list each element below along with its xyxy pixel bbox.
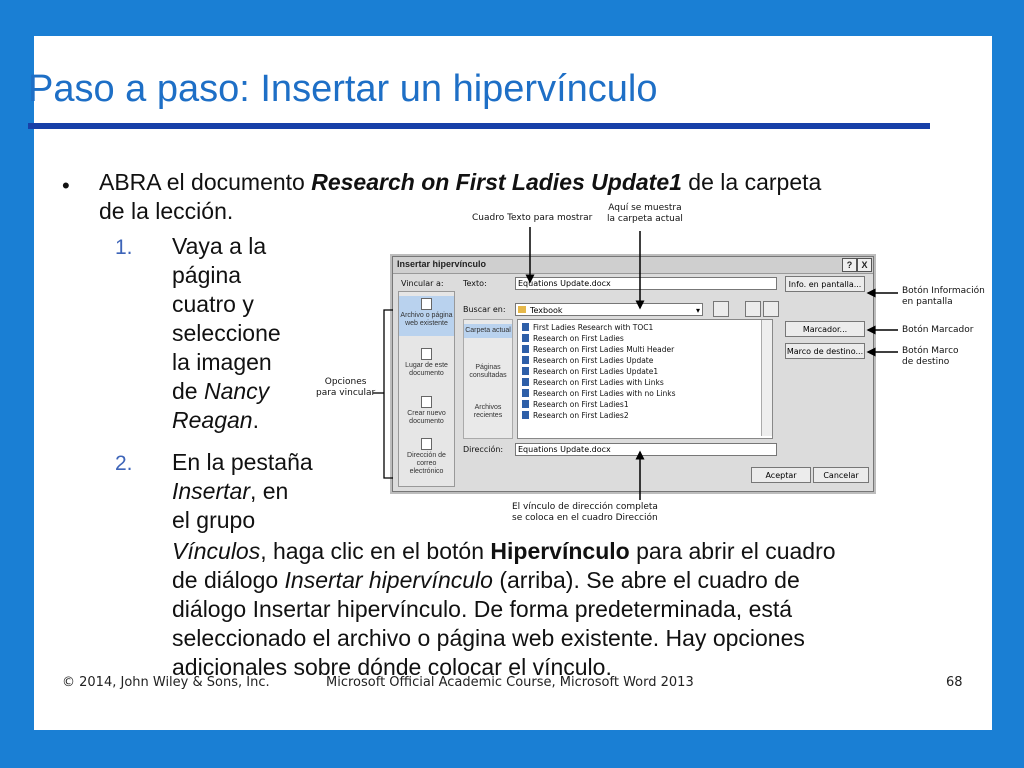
annotation-line: para vincular — [316, 388, 376, 398]
tab-browsed-pages[interactable]: Páginas consultadas — [469, 364, 507, 379]
file-name: Research on First Ladies Multi Header — [533, 345, 675, 354]
sidebar-item-label: Lugar de este documento — [405, 362, 448, 377]
address-label: Dirección: — [463, 445, 504, 454]
bookmark-button[interactable]: Marcador... — [785, 321, 865, 337]
cancel-button[interactable]: Cancelar — [813, 467, 869, 483]
step1-line: seleccione — [172, 320, 281, 346]
step2-line2-italic: Insertar — [172, 478, 250, 504]
step2-line5-pre: de diálogo — [172, 567, 285, 593]
step1-line: página — [172, 262, 242, 288]
annotation-line: de destino — [902, 357, 950, 367]
look-in-value: Texbook — [530, 306, 563, 315]
step1-line: la imagen — [172, 349, 272, 375]
screentip-button[interactable]: Info. en pantalla... — [785, 276, 865, 292]
step1-line6-italic: Nancy — [203, 378, 270, 404]
step2-number: 2. — [115, 452, 133, 475]
step2-line8: adicionales sobre dónde colocar el vínculo. — [172, 654, 612, 680]
file-name: Research on First Ladies with no Links — [533, 389, 676, 398]
step2-line7: seleccionado el archivo o página web existente. Hay opciones — [172, 625, 805, 651]
step1-line7-post: . — [252, 407, 259, 433]
file-name: Research on First Ladies with Links — [533, 378, 664, 387]
annotation-line: Opciones — [324, 377, 367, 387]
target-frame-button[interactable]: Marco de destino... — [785, 343, 865, 359]
step2-line4-post: para abrir el cuadro — [629, 538, 836, 564]
chevron-down-icon: ▾ — [695, 306, 700, 315]
text-label: Texto: — [463, 279, 487, 288]
help-button[interactable]: ? — [842, 258, 857, 272]
tab-current-folder[interactable]: Carpeta actual — [464, 324, 512, 338]
annotation-line: se coloca en el cuadro Dirección — [512, 513, 658, 523]
step2-line2-post: , en — [249, 478, 289, 504]
bullet-line-2: de la lección. — [99, 198, 234, 224]
ok-button[interactable]: Aceptar — [751, 467, 811, 483]
step2-line6: diálogo Insertar hipervínculo. De forma predeterminada, está — [172, 596, 793, 622]
link-to-label: Vincular a: — [401, 279, 444, 288]
sidebar-item-label: Crear nuevo documento — [407, 410, 446, 425]
step2-line4-italic: Vínculos — [172, 538, 261, 564]
annotation-bookmark: Botón Marcador — [902, 325, 974, 335]
file-name: Research on First Ladies Update — [533, 356, 654, 365]
footer-course: Microsoft Official Academic Course, Microsoft Word 2013 — [326, 675, 694, 690]
slide-title: Paso a paso: Insertar un hipervínculo — [28, 68, 658, 110]
annotation-line: Botón Marco — [902, 346, 959, 356]
annotation-line: en pantalla — [902, 297, 953, 307]
file-name: Research on First Ladies2 — [533, 411, 629, 420]
file-name: Research on First Ladies1 — [533, 400, 629, 409]
file-name: Research on First Ladies — [533, 334, 624, 343]
tab-recent-files[interactable]: Archivos recientes — [473, 404, 503, 419]
step1-line7-italic: Reagan — [172, 407, 253, 433]
bracket-link-options — [384, 310, 393, 478]
close-button[interactable]: X — [857, 258, 872, 272]
footer-page-number: 68 — [946, 675, 963, 690]
file-name: Research on First Ladies Update1 — [533, 367, 659, 376]
step2-line5-italic: Insertar hipervínculo — [284, 567, 493, 593]
sidebar-item-label: Archivo o página web existente — [400, 312, 453, 327]
bullet-marker: • — [62, 173, 70, 198]
bullet-text-pre: ABRA el documento — [99, 169, 312, 195]
file-name: First Ladies Research with TOC1 — [533, 323, 654, 332]
dialog-title: Insertar hipervínculo — [397, 259, 487, 269]
look-in-label: Buscar en: — [463, 305, 506, 314]
step1-number: 1. — [115, 236, 133, 259]
doc-name: Research on First Ladies Update1 — [311, 169, 682, 195]
annotation-line: Botón Información — [902, 286, 985, 296]
step2-line4-mid: , haga clic en el botón — [260, 538, 491, 564]
annotation-line: El vínculo de dirección completa — [512, 502, 658, 512]
step2-line4-bold: Hipervínculo — [490, 538, 630, 564]
step1-line: cuatro y — [172, 291, 254, 317]
annotation-line: la carpeta actual — [607, 214, 683, 224]
step1-line: Vaya a la — [172, 233, 267, 259]
sidebar-item-label: Dirección de correo electrónico — [407, 452, 446, 475]
step2-line1: En la pestaña — [172, 449, 313, 475]
step1-line6-pre: de — [172, 378, 204, 404]
annotation-line: Aquí se muestra — [608, 203, 682, 213]
step2-line5-post: (arriba). Se abre el cuadro de — [492, 567, 800, 593]
annotation-text-box: Cuadro Texto para mostrar — [472, 213, 593, 223]
bullet-text-post: de la carpeta — [681, 169, 822, 195]
step2-line3: el grupo — [172, 507, 256, 533]
footer-copyright: © 2014, John Wiley & Sons, Inc. — [62, 675, 270, 690]
